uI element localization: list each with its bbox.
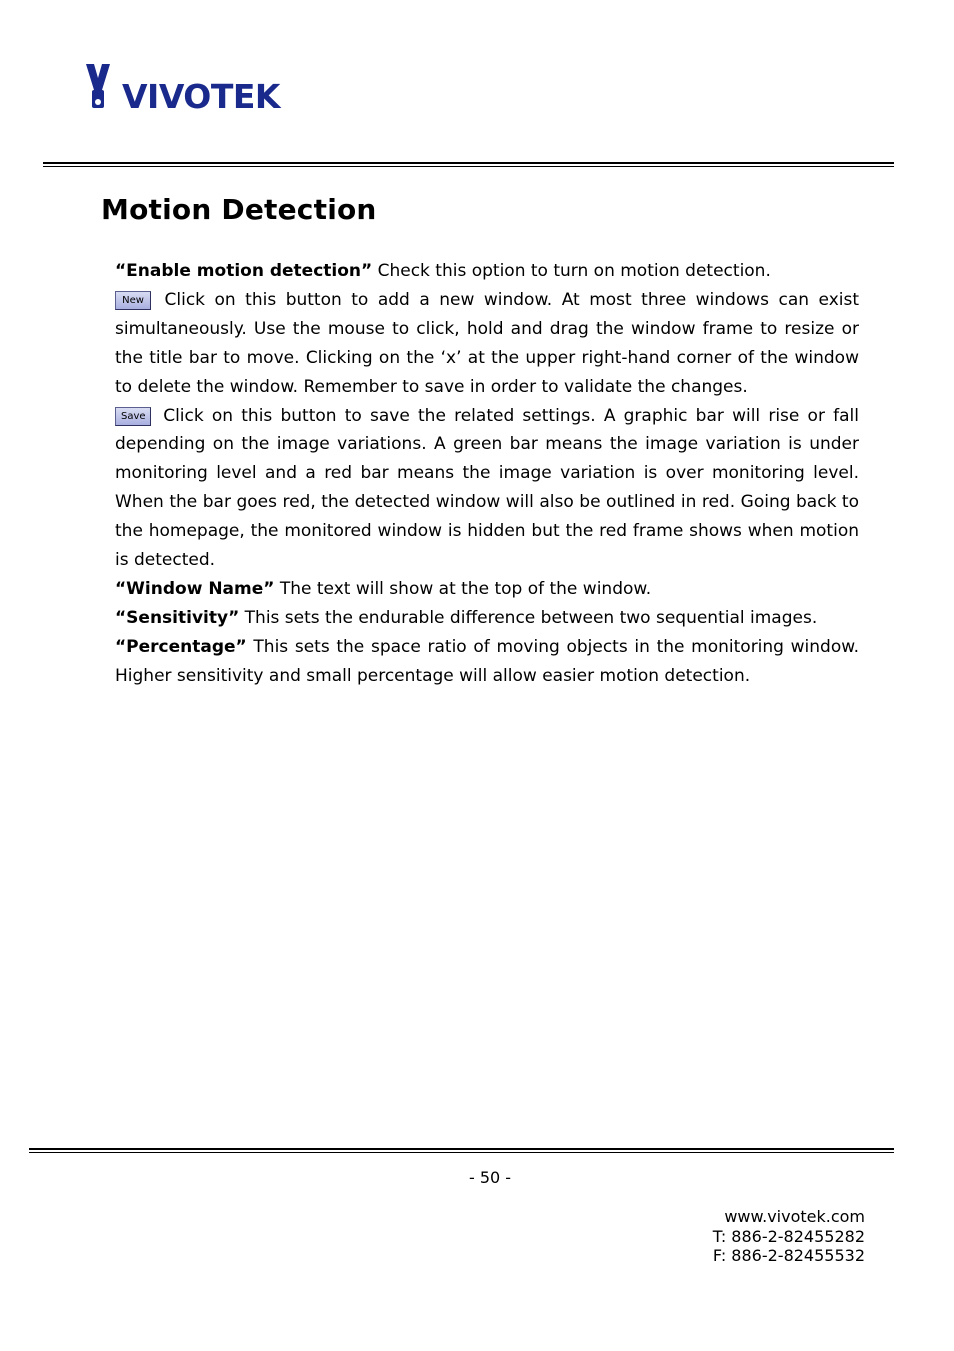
vivotek-logo: [84, 60, 294, 116]
new-button[interactable]: New: [115, 291, 151, 310]
enable-text: Check this option to turn on motion detection.: [372, 261, 771, 281]
footer-rule: [29, 1148, 894, 1153]
new-paragraph: [115, 286, 859, 402]
logo-wordmark: VIVOTEK: [122, 77, 280, 116]
enable-paragraph: [115, 257, 859, 286]
window-name-text: The text will show at the top of the window.: [274, 578, 652, 599]
header-rule: [43, 162, 894, 167]
save-button[interactable]: Save: [115, 407, 151, 426]
page-number: - 50 -: [468, 1168, 512, 1187]
section-body: [115, 257, 859, 691]
contact-info: [713, 1207, 865, 1266]
sensitivity-text: This sets the endurable difference between two sequential images.: [239, 607, 818, 628]
window-name-label: “Window Name”: [115, 578, 275, 599]
save-text: Click on this button to save the related settings. A graphic bar will rise or fall depending on the image variations. A green bar means the image variation is under monitoring level and a red bar means the image variation is over monitoring level. When the bar goes red, the detected window will also be outlined in red. Going back to the homepage, the monitored window is hidden but the red frame shows when motion is detected.: [115, 405, 859, 571]
window-name-paragraph: [115, 575, 859, 604]
save-paragraph: [115, 402, 859, 575]
percentage-label: “Percentage”: [115, 636, 247, 657]
sensitivity-label: “Sensitivity”: [115, 607, 240, 628]
enable-label: “Enable motion detection”: [115, 261, 373, 281]
percentage-paragraph: [115, 633, 859, 691]
fax-number: F: 886-2-82455532: [712, 1246, 865, 1265]
sensitivity-paragraph: [115, 604, 859, 633]
page-title: Motion Detection: [101, 193, 377, 226]
website-link[interactable]: www.vivotek.com: [724, 1207, 865, 1226]
new-text: Click on this button to add a new window. At most three windows can exist simultaneously. Use the mouse to click, hold and drag the window frame to resize or the title bar to move. Clicking on the ‘x’ at the upper right-hand corner of the window to delete the window. Remember to save in order to validate the changes.: [115, 289, 859, 397]
phone-number: T: 886-2-82455282: [712, 1226, 865, 1246]
percentage-text: This sets the space ratio of moving objects in the monitoring window. Higher sensitivity and small percentage will allow easier motion detection.: [115, 636, 859, 686]
